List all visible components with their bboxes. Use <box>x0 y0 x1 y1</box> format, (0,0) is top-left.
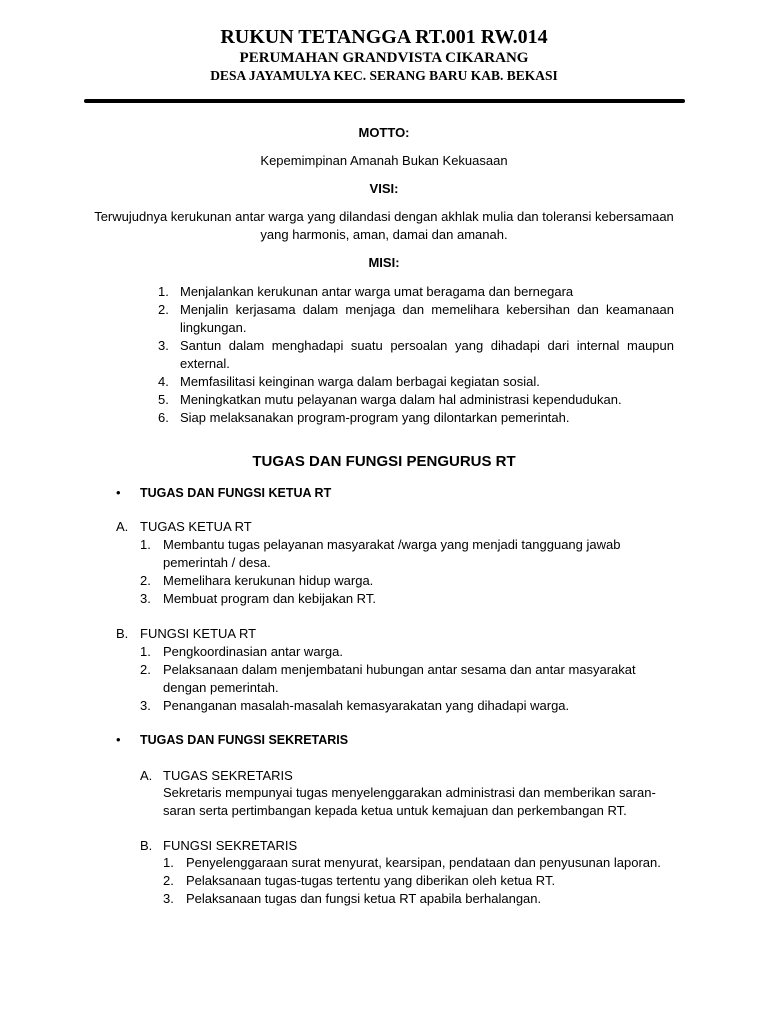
ketua-b-num-2: 2. <box>140 662 151 677</box>
sekretaris-b-num-1: 1. <box>163 855 174 870</box>
ketua-b-item-1: Pengkoordinasian antar warga. <box>163 644 343 659</box>
ketua-heading: TUGAS DAN FUNGSI KETUA RT <box>140 486 332 500</box>
visi-text-line1: Terwujudnya kerukunan antar warga yang dilandasi dengan akhlak mulia dan toleransi kebersamaan <box>94 209 674 224</box>
list-item: 5. Meningkatkan mutu pelayanan warga dalam hal administrasi kependudukan. <box>158 392 622 407</box>
ketua-b-item-2-line2: dengan pemerintah. <box>163 680 279 695</box>
ketua-a-num-1: 1. <box>140 537 151 552</box>
sekretaris-heading: TUGAS DAN FUNGSI SEKRETARIS <box>140 733 349 747</box>
misi-heading: MISI: <box>368 255 400 270</box>
ketua-a-heading: TUGAS KETUA RT <box>140 519 252 534</box>
sekretaris-b-item-1: Penyelenggaraan surat menyurat, kearsipan, pendataan dan penyusunan laporan. <box>186 855 661 870</box>
ketua-b-item-2-line1: Pelaksanaan dalam menjembatani hubungan antar sesama dan antar masyarakat <box>163 662 636 677</box>
list-item: 4. Memfasilitasi keinginan warga dalam berbagai kegiatan sosial. <box>158 374 540 389</box>
ketua-a-item-1-line1: Membantu tugas pelayanan masyarakat /warga yang menjadi tangguang jawab <box>163 537 621 552</box>
ketua-a-num-3: 3. <box>140 591 151 606</box>
ketua-b-item-3: Penanganan masalah-masalah kemasyarakatan yang dihadapi warga. <box>163 698 570 713</box>
bullet-icon: • <box>116 732 121 747</box>
sekretaris-a-letter: A. <box>140 768 153 783</box>
sekretaris-b-num-2: 2. <box>163 873 174 888</box>
header-subtitle: PERUMAHAN GRANDVISTA CIKARANG <box>239 50 529 66</box>
list-item: 6. Siap melaksanakan program-program yang dilontarkan pemerintah. <box>158 410 570 425</box>
bullet-icon: • <box>116 485 121 500</box>
ketua-a-item-3: Membuat program dan kebijakan RT. <box>163 591 376 606</box>
ketua-b-heading: FUNGSI KETUA RT <box>140 626 257 641</box>
sekretaris-b-heading: FUNGSI SEKRETARIS <box>163 838 298 853</box>
ketua-b-letter: B. <box>116 626 129 641</box>
visi-text-line2: yang harmonis, aman, damai dan amanah. <box>260 227 508 242</box>
motto-heading: MOTTO: <box>358 125 410 140</box>
sekretaris-a-heading: TUGAS SEKRETARIS <box>163 768 293 783</box>
header-title: RUKUN TETANGGA RT.001 RW.014 <box>220 26 548 48</box>
ketua-a-item-1-line2: pemerintah / desa. <box>163 555 271 570</box>
list-item: 2. Menjalin kerjasama dalam menjaga dan memelihara kebersihan dan keamanaan lingkungan. <box>158 302 674 335</box>
header-address: DESA JAYAMULYA KEC. SERANG BARU KAB. BEKASI <box>210 68 558 83</box>
ketua-a-num-2: 2. <box>140 573 151 588</box>
motto-text: Kepemimpinan Amanah Bukan Kekuasaan <box>260 153 508 168</box>
header-divider <box>84 99 685 103</box>
ketua-b-num-1: 1. <box>140 644 151 659</box>
list-item: 1. Menjalankan kerukunan antar warga umat beragama dan bernegara <box>158 284 574 299</box>
sekretaris-b-item-2: Pelaksanaan tugas-tugas tertentu yang diberikan oleh ketua RT. <box>186 873 556 888</box>
misi-list <box>158 283 674 427</box>
sekretaris-b-item-3: Pelaksanaan tugas dan fungsi ketua RT apabila berhalangan. <box>186 891 542 906</box>
section-title: TUGAS DAN FUNGSI PENGURUS RT <box>252 453 516 470</box>
ketua-b-num-3: 3. <box>140 698 151 713</box>
visi-heading: VISI: <box>369 181 399 196</box>
ketua-a-item-2: Memelihara kerukunan hidup warga. <box>163 573 374 588</box>
sekretaris-a-text-line1: Sekretaris mempunyai tugas menyelenggarakan administrasi dan memberikan saran- <box>163 785 656 800</box>
sekretaris-b-num-3: 3. <box>163 891 174 906</box>
list-item: 3. Santun dalam menghadapi suatu persoalan yang dihadapi dari internal maupun external. <box>158 338 674 371</box>
sekretaris-b-letter: B. <box>140 838 153 853</box>
sekretaris-a-text-line2: saran serta pertimbangan kepada ketua untuk kemajuan dan perkembangan RT. <box>163 803 627 818</box>
ketua-a-letter: A. <box>116 519 129 534</box>
